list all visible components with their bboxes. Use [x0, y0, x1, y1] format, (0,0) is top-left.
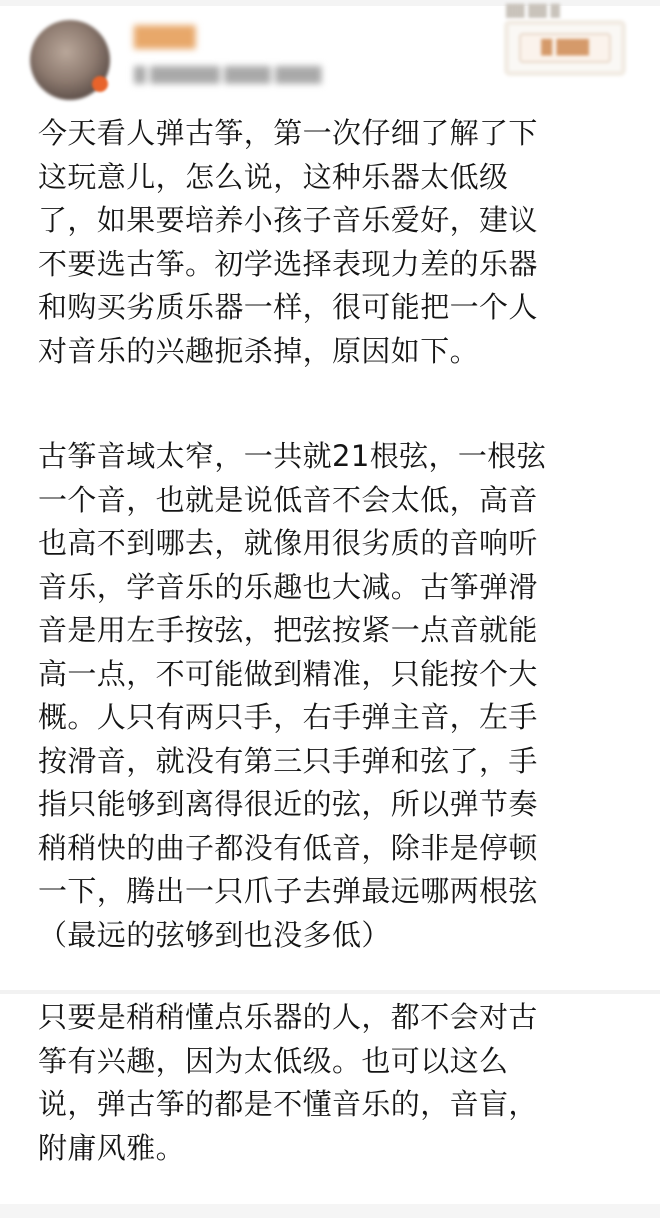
follow-button[interactable]: [504, 20, 626, 76]
verified-badge-icon: [92, 76, 108, 92]
post-meta: █ ██████ ████ ████: [134, 66, 322, 84]
header-hint: ██ ██ █: [506, 4, 560, 18]
post-paragraph-1: 今天看人弹古筝，第一次仔细了解了下 这玩意儿，怎么说，这种乐器太低级 了，如果要培养小孩子音乐爱好，建议 不要选古筝。初学选择表现力差的乐器 和购买劣质乐器一样，很可能把一个人 对音乐的兴趣扼杀掉，原因如下。: [38, 116, 538, 368]
post-paragraph-3: 只要是稍稍懂点乐器的人，都不会对古 筝有兴趣，因为太低级。也可以这么 说，弹古筝的都是不懂音乐的，音盲， 附庸风雅。: [38, 1000, 538, 1165]
bottom-edge: [0, 1204, 660, 1218]
section-divider: [0, 990, 660, 994]
post-header: [0, 0, 660, 108]
follow-button-label: █ ███: [519, 33, 611, 63]
author-name[interactable]: ████: [134, 25, 196, 49]
post-paragraph-2: 古筝音域太窄，一共就21根弦，一根弦 一个音，也就是说低音不会太低，高音 也高不到哪去，就像用很劣质的音响听 音乐，学音乐的乐趣也大减。古筝弹滑 音是用左手按弦，把弦按紧一点音就能 高一点，不可能做到精准，只能按个大 概。人只有两只手，右手弹主音，左手 按滑音，就没有第三只手弹和弦了，手 指只能够到离得很近的弦，所以弹节奏 稍稍快的曲子都没有低音，除非是停顿 一下，腾出一只爪子去弹最远哪两根弦 （最远的弦够到也没多低）: [38, 439, 547, 952]
